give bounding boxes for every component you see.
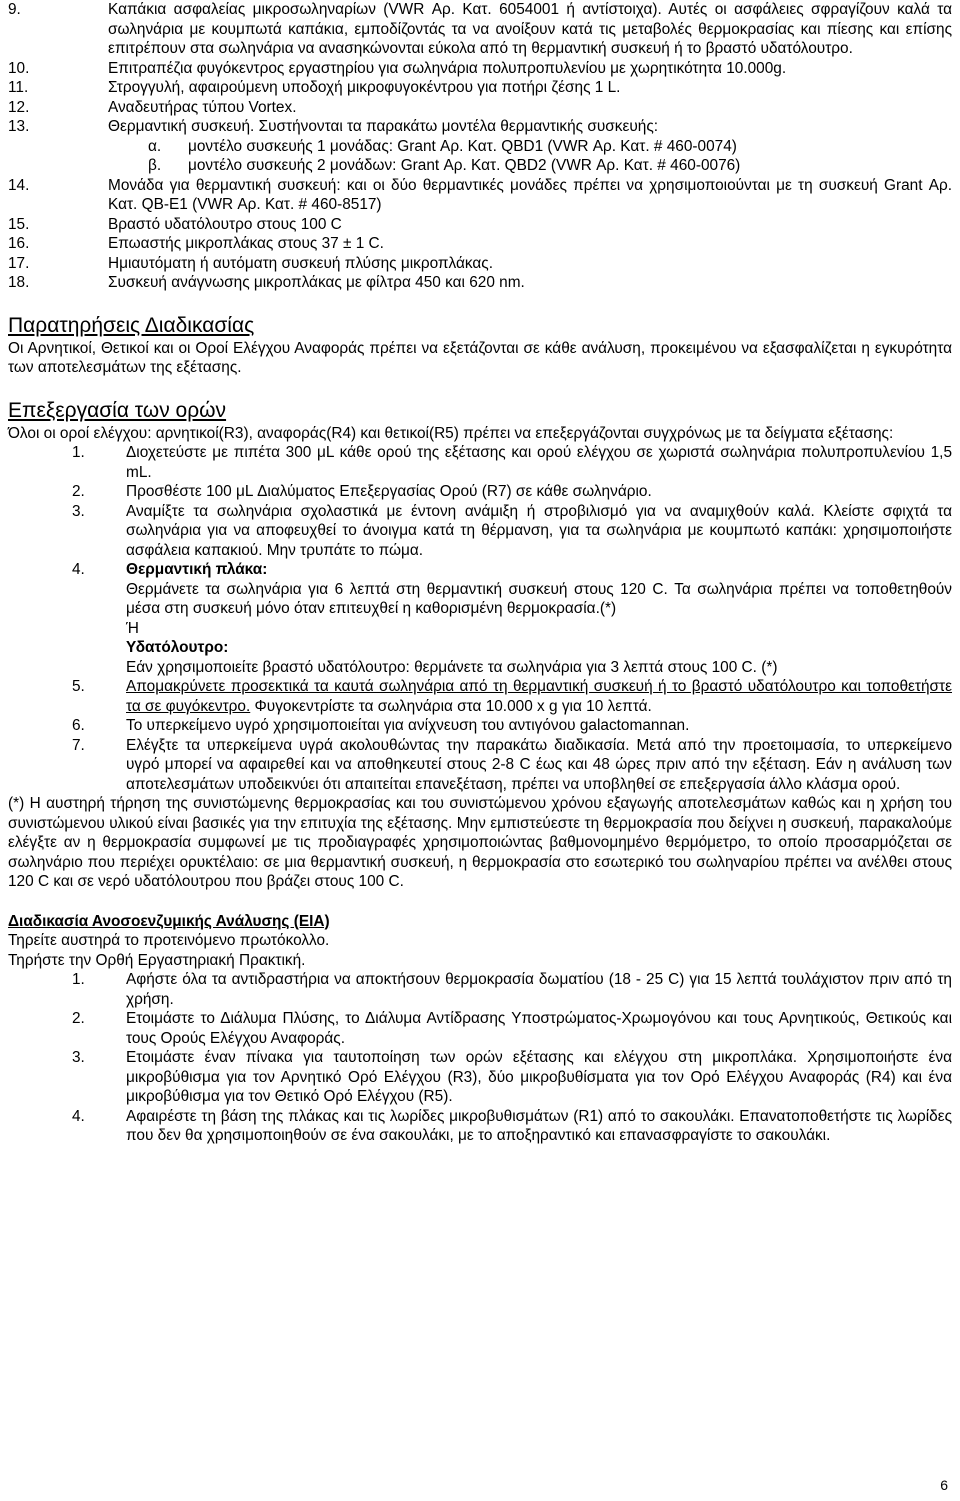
list-item: 10. Επιτραπέζια φυγόκεντρος εργαστηρίου για σωληνάρια πολυπροπυλενίου με χωρητικότητα 10.000g. bbox=[8, 59, 787, 77]
list-item: 11. Στρογγυλή, αφαιρούμενη υποδοχή μικροφυγοκέντρου για ποτήρι ζέσης 1 L. bbox=[8, 79, 621, 96]
list-item: 17. Ημιαυτόματη ή αυτόματη συσκευή πλύσης μικροπλάκας. bbox=[8, 254, 493, 272]
step-item: 2. Ετοιμάστε το Διάλυμα Πλύσης, το Διάλυμα Αντίδρασης Υποστρώματος-Χρωμογόνου και τους Αρνητικούς, Θετικούς και τους Ορούς Ελέγχου Αναφοράς. bbox=[72, 1010, 952, 1047]
step-item: 3. Ετοιμάστε έναν πίνακα για ταυτοποίηση των ορών εξέτασης και ελέγχου στη μικροπλάκα. Χρησιμοποιήστε ένα μικροβύθισμα για τον Αρνητικό Ορό Ελέγχου (R3), δύο μικροβυθίσματα για τον Ορό Ελέγχου Αναφοράς (R4) και ένα μικροβύθισμα για τον Θετικό Ορό Ελέγχου (R5). bbox=[72, 1049, 952, 1105]
processing-intro: Όλοι οι οροί ελέγχου: αρνητικοί(R3), αναφοράς(R4) και θετικοί(R5) πρέπει να επεξεργάζονται συγχρόνως με τα δείγματα εξέτασης: bbox=[8, 424, 894, 442]
footnote: (*) Η αυστηρή τήρηση της συνιστώμενης θερμοκρασίας και του συνιστώμενου χρόνου εξαγωγής αποτελεσμάτων καθώς και η χρήση του συνιστώμενου υλικού είναι βασικές για την επιτυχία της εξέτασης. Μην εμπιστεύεστε τη θερμοκρασία που δείχνει η συσκευή, παρακαλούμε ελέγξτε αν η θερμοκρασία συμφωνεί με τις προδιαγραφές χρησιμοποιώντας βαθμονομημένο θερμόμετρο, το οποίο προσαρμόζεται σε σωληνάριο που περιέχει ορυκτέλαιο: σε μια θερμαντική συσκευή, η θερμοκρασία στο εσωτερικό του σωληναρίου πρέπει να ανέλθει στους 120 C και σε νερό υδατόλουτρου που βράζει στους 100 C. bbox=[8, 795, 952, 890]
eia-paragraph: Τηρήστε την Ορθή Εργαστηριακή Πρακτική. bbox=[8, 951, 306, 969]
step-item: 1. Αφήστε όλα τα αντιδραστήρια να αποκτήσουν θερμοκρασία δωματίου (18 - 25 C) για 15 λεπτά τουλάχιστον πριν από τη χρήση. bbox=[72, 971, 952, 1008]
sub-list-item: α. μοντέλο συσκευής 1 μονάδας: Grant Αρ. Κατ. QBD1 (VWR Αρ. Κατ. # 460-0074) bbox=[148, 137, 737, 155]
step-item: 3. Αναμίξτε τα σωληνάρια σχολαστικά με έντονη ανάμιξη ή στροβιλισμό για να αναμιχθούν καλά. Κλείστε σφιχτά τα σωληνάρια για να αποφευχθεί το άνοιγμα κατά τη θέρμανση, για τα σωληνάρια με κουμπωτό καπάκι: χρησιμοποιήστε ασφάλεια καπακιού. Μην τρυπάτε το πώμα. bbox=[72, 502, 952, 559]
processing-heading: Επεξεργασία των ορών bbox=[8, 398, 227, 422]
list-item: 12. Αναδευτήρας τύπου Vortex. bbox=[8, 98, 297, 116]
step-item: 1. Διοχετεύστε με πιπέτα 300 μL κάθε ορού της εξέτασης και ορού ελέγχου σε χωριστά σωληνάρια πολυπροπυλενίου 1,5 mL. bbox=[72, 444, 952, 481]
list-item: 13. Θερμαντική συσκευή. Συστήνονται τα παρακάτω μοντέλα θερμαντικής συσκευής: bbox=[8, 118, 659, 135]
step5-underlined: Απομακρύνετε προσεκτικά τα καυτά σωληνάρια από τη θερμαντική συσκευή ή το βραστό υδατόλουτρο και τοποθετήστε τα σε φυγόκεντρο. bbox=[126, 678, 952, 715]
list-item: 9. Καπάκια ασφαλείας μικροσωληναρίων (VWR Αρ. Κατ. 6054001 ή αντίστοιχα). Αυτές οι ασφάλειες σφραγίζουν καλά τα σωληνάρια με κουμπωτά καπάκια, εμποδίζοντάς τα να ανοίξουν κατά τις μεταβολές θερμοκρασίας και πίεσης και επίσης επιτρέπουν στα σωληνάρια να ανασηκώνονται εύκολα από τη θερμαντική συσκευή ή το βραστό υδατόλουτρο. bbox=[8, 1, 952, 57]
water-bath-heading: Υδατόλουτρο: bbox=[126, 639, 229, 656]
list-item: 18. Συσκευή ανάγνωσης μικροπλάκας με φίλτρα 450 και 620 nm. bbox=[8, 274, 525, 291]
step-item: 2. Προσθέστε 100 μL Διαλύματος Επεξεργασίας Ορού (R7) σε κάθε σωληνάριο. bbox=[72, 483, 652, 500]
eia-heading: Διαδικασία Ανοσοενζυμικής Ανάλυσης (EIA) bbox=[8, 912, 330, 930]
step-item: 4. Θερμαντική πλάκα: Θερμάνετε τα σωληνάρια για 6 λεπτά στη θερμαντική συσκευή στους 120 C. Τα σωληνάρια πρέπει να τοποθετηθούν μέσα στη συσκευή μόνο όταν επιτευχθεί η καθορισμένη θερμοκρασία.(*) Ή Υδατόλουτρο: Εάν χρησιμοποιείτε βραστό υδατόλουτρο: θερμάνετε τα σωληνάρια για 3 λεπτά στους 100 C. (*) bbox=[72, 561, 952, 676]
list-item: 15. Βραστό υδατόλουτρο στους 100 C bbox=[8, 215, 342, 233]
list-item: 16. Επωαστής μικροπλάκας στους 37 ± 1 C. bbox=[8, 235, 384, 252]
step5-text: Φυγοκεντρίστε τα σωληνάρια στα 10.000 x g για 10 λεπτά. bbox=[254, 697, 652, 715]
step-item: 6. Το υπερκείμενο υγρό χρησιμοποιείται για ανίχνευση του αντιγόνου galactomannan. bbox=[72, 717, 690, 734]
notes-heading: Παρατηρήσεις Διαδικασίας bbox=[8, 313, 255, 337]
step-item: 7. Ελέγξτε τα υπερκείμενα υγρά ακολουθώντας την παρακάτω διαδικασία. Μετά από την προετοιμασία, το υπερκείμενο υγρό μπορεί να αφαιρεθεί και να αποθηκευτεί στους 2-8 C έως και 48 ώρες πριν από την εξέταση. Εάν η ανάλυση των αποτελεσμάτων υποδεικνύει ότι απαιτείται επανεξέταση, πρέπει να υποβληθεί σε επεξεργασία άλλο κλάσμα ορού. bbox=[72, 736, 952, 793]
step-item: 4. Αφαιρέστε τη βάση της πλάκας και τις λωρίδες μικροβυθισμάτων (R1) από το σακουλάκι. Επανατοποθετήστε τις λωρίδες που δεν θα χρησιμοποιηθούν σε ένα σακουλάκι, με το αποξηραντικό και επανασφραγίστε το σακουλάκι. bbox=[72, 1107, 952, 1144]
or-label: Ή bbox=[126, 619, 139, 637]
heating-plate-text: Θερμάνετε τα σωληνάρια για 6 λεπτά στη θερμαντική συσκευή στους 120 C. Τα σωληνάρια πρέπει να τοποθετηθούν μέσα στη συσκευή μόνο όταν επιτευχθεί η καθορισμένη θερμοκρασία.(*) bbox=[126, 580, 952, 617]
document-page bbox=[8, 0, 952, 1146]
eia-paragraph: Τηρείτε αυστηρά το προτεινόμενο πρωτόκολλο. bbox=[8, 932, 330, 949]
step-item: 5. Απομακρύνετε προσεκτικά τα καυτά σωληνάρια από τη θερμαντική συσκευή ή το βραστό υδατόλουτρο και τοποθετήστε τα σε φυγόκεντρο. Φυγοκεντρίστε τα σωληνάρια στα 10.000 x g για 10 λεπτά. bbox=[72, 678, 952, 715]
equipment-list-top bbox=[8, 0, 952, 293]
water-bath-text: Εάν χρησιμοποιείτε βραστό υδατόλουτρο: θερμάνετε τα σωληνάρια για 3 λεπτά στους 100 C. (*) bbox=[126, 658, 778, 676]
page-number: 6 bbox=[940, 1476, 948, 1493]
list-item: 14. Μονάδα για θερμαντική συσκευή: και οι δύο θερμαντικές μονάδες πρέπει να χρησιμοποιούνται με τη συσκευή Grant Αρ. Κατ. QB-E1 (VWR Αρ. Κατ. # 460-8517) bbox=[8, 176, 952, 213]
sub-list-item: β. μοντέλο συσκευής 2 μονάδων: Grant Αρ. Κατ. QBD2 (VWR Αρ. Κατ. # 460-0076) bbox=[148, 157, 741, 174]
heating-plate-heading: Θερμαντική πλάκα: bbox=[126, 561, 268, 578]
notes-paragraph: Οι Αρνητικοί, Θετικοί και οι Οροί Ελέγχου Αναφοράς πρέπει να εξετάζονται σε κάθε ανάλυση, προκειμένου να εξασφαλίζεται η εγκυρότητα των αποτελεσμάτων της εξέτασης. bbox=[8, 339, 952, 376]
